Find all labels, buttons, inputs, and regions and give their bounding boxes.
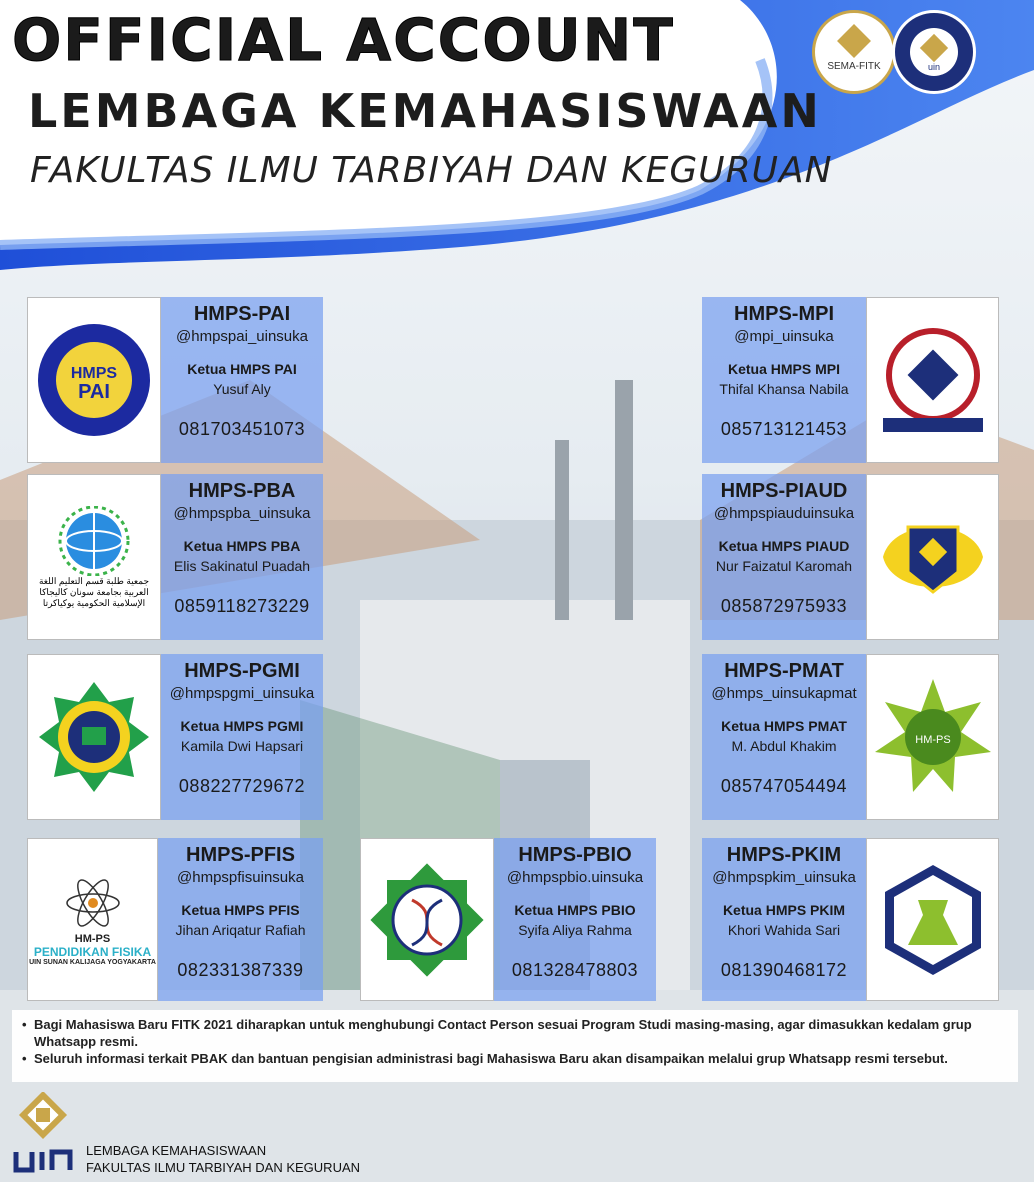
footer — [12, 1092, 361, 1181]
org-name: HMPS-PIAUD — [720, 480, 848, 502]
subtitle: LEMBAGA KEMAHASISWAAN — [28, 84, 822, 138]
hmps-pgmi-logo — [27, 654, 161, 820]
hmps-mpi-info — [702, 297, 866, 463]
svg-text:uin: uin — [927, 62, 941, 72]
leader-name: Syifa Aliya Rahma — [518, 922, 632, 938]
leader-name: Khori Wahida Sari — [727, 922, 841, 938]
pfis-logo-university: UIN SUNAN KALIJAGA YOGYAKARTA — [29, 959, 156, 966]
sema-fitk-seal — [812, 10, 896, 94]
role-label: Ketua HMPS PAI — [187, 361, 297, 377]
leader-name: Thifal Khansa Nabila — [719, 381, 849, 397]
instagram-handle[interactable]: @hmpspgmi_uinsuka — [169, 685, 315, 702]
instagram-handle[interactable]: @hmpspai_uinsuka — [176, 328, 308, 345]
uin-logo-icon — [12, 1092, 76, 1176]
pfis-logo-title: HM-PS — [74, 933, 111, 945]
pkim-emblem-icon — [873, 860, 993, 980]
leader-name: Jihan Ariqatur Rafiah — [175, 922, 306, 938]
mpi-emblem-icon — [873, 320, 993, 440]
org-name: HMPS-PBA — [188, 480, 296, 502]
role-label: Ketua HMPS PGMI — [180, 718, 304, 734]
pmat-emblem-icon — [873, 677, 993, 797]
footer-text — [86, 1142, 360, 1176]
hmps-piaud-logo — [866, 474, 999, 640]
phone-number[interactable]: 082331387339 — [177, 960, 304, 980]
phone-number[interactable]: 081703451073 — [178, 419, 306, 439]
instagram-handle[interactable]: @mpi_uinsuka — [734, 328, 834, 345]
org-name: HMPS-PFIS — [186, 844, 295, 866]
phone-number[interactable]: 085747054494 — [720, 776, 848, 796]
org-name: HMPS-PAI — [193, 303, 291, 325]
header — [0, 0, 1034, 300]
phone-number[interactable]: 081328478803 — [511, 960, 639, 980]
hmps-pfis-info — [158, 838, 323, 1001]
faculty-name: FAKULTAS ILMU TARBIYAH DAN KEGURUAN — [30, 150, 833, 191]
phone-number[interactable]: 081390468172 — [720, 960, 848, 980]
hmps-pfis-logo — [27, 838, 158, 1001]
footer-line-2: FAKULTAS ILMU TARBIYAH DAN KEGURUAN — [86, 1160, 361, 1175]
atom-icon — [63, 873, 123, 933]
instagram-handle[interactable]: @hmps_uinsukapmat — [711, 685, 857, 702]
phone-number[interactable]: 085872975933 — [720, 596, 848, 616]
role-label: Ketua HMPS PIAUD — [718, 538, 850, 554]
hmps-pba-info — [161, 474, 323, 640]
hmps-pbio-logo — [360, 838, 494, 1001]
svg-text:PAI: PAI — [78, 381, 110, 403]
hmps-piaud-info — [702, 474, 866, 640]
note-item: • Bagi Mahasiswa Baru FITK 2021 diharapkan untuk menghubungi Contact Person sesuai Program Studi masing-masing, agar dimasukkan kedalam grup Whatsapp resmi. — [22, 1016, 1008, 1050]
role-label: Ketua HMPS PMAT — [721, 718, 847, 734]
instagram-handle[interactable]: @hmpspkim_uinsuka — [712, 869, 856, 886]
pai-emblem-icon — [34, 320, 154, 440]
note-item: • Seluruh informasi terkait PBAK dan bantuan pengisian administrasi bagi Mahasiswa Baru akan disampaikan melalui grup Whatsapp resmi tersebut. — [22, 1050, 1008, 1067]
hmps-mpi-logo — [866, 297, 999, 463]
leader-name: Nur Faizatul Karomah — [715, 558, 853, 574]
title: OFFICIAL ACCOUNT — [12, 6, 675, 74]
org-name: HMPS-PKIM — [726, 844, 842, 866]
information-notes — [12, 1010, 1018, 1082]
instagram-handle[interactable]: @hmpspba_uinsuka — [173, 505, 311, 522]
phone-number[interactable]: 0859118273229 — [174, 596, 310, 616]
org-name: HMPS-PGMI — [184, 660, 300, 682]
hmps-pai-logo — [27, 297, 161, 463]
leader-name: Elis Sakinatul Puadah — [173, 558, 311, 574]
svg-text:HM-PS: HM-PS — [914, 734, 951, 746]
leader-name: Kamila Dwi Hapsari — [180, 738, 304, 754]
role-label: Ketua HMPS MPI — [727, 361, 840, 377]
hmps-pkim-logo — [866, 838, 999, 1001]
hmps-pkim-info — [702, 838, 866, 1001]
pba-arabic-text: جمعية طلبة قسم التعليم اللغة العربية بجامعة سونان كاليجاكا الإسلامية الحكومية يوكياكرتا — [38, 575, 150, 608]
uin-logo-icon — [895, 13, 973, 91]
org-name: HMPS-PBIO — [518, 844, 632, 866]
uin-logo-icon — [815, 13, 893, 91]
svg-text:SEMA-FITK: SEMA-FITK — [827, 61, 881, 72]
role-label: Ketua HMPS PBIO — [514, 902, 636, 918]
instagram-handle[interactable]: @hmpspiauduinsuka — [713, 505, 855, 522]
globe-icon — [54, 506, 134, 576]
hmps-pba-logo — [27, 474, 161, 640]
org-name: HMPS-PMAT — [724, 660, 844, 682]
phone-number[interactable]: 085713121453 — [720, 419, 848, 439]
phone-number[interactable]: 088227729672 — [178, 776, 306, 796]
instagram-handle[interactable]: @hmpspfisuinsuka — [177, 869, 304, 886]
role-label: Ketua HMPS PKIM — [722, 902, 846, 918]
role-label: Ketua HMPS PBA — [183, 538, 301, 554]
pfis-logo-name: PENDIDIKAN FISIKA — [33, 945, 152, 959]
hmps-pmat-logo — [866, 654, 999, 820]
hmps-pgmi-info — [161, 654, 323, 820]
pgmi-emblem-icon — [34, 677, 154, 797]
dema-fitk-seal — [892, 10, 976, 94]
footer-line-1: LEMBAGA KEMAHASISWAAN — [86, 1143, 267, 1158]
leader-name: Yusuf Aly — [213, 381, 271, 397]
piaud-emblem-icon — [873, 497, 993, 617]
pbio-emblem-icon — [367, 860, 487, 980]
org-name: HMPS-MPI — [734, 303, 834, 325]
svg-text:HMPS: HMPS — [70, 365, 118, 382]
hmps-pmat-info — [702, 654, 866, 820]
hmps-pai-info — [161, 297, 323, 463]
instagram-handle[interactable]: @hmpspbio.uinsuka — [506, 869, 644, 886]
leader-name: M. Abdul Khakim — [731, 738, 837, 754]
role-label: Ketua HMPS PFIS — [181, 902, 300, 918]
hmps-pbio-info — [494, 838, 656, 1001]
